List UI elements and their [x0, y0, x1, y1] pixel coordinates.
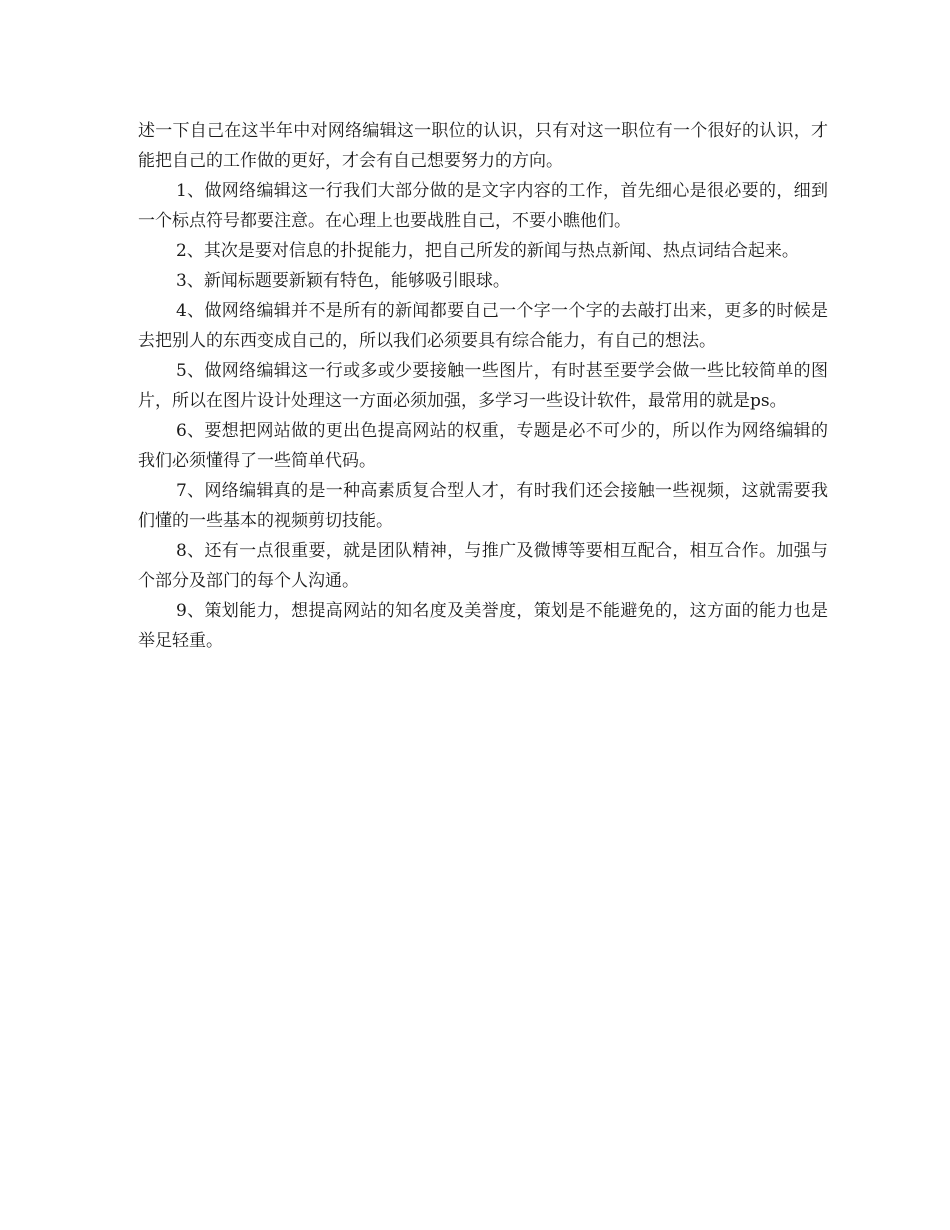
paragraph-intro: 述一下自己在这半年中对网络编辑这一职位的认识，只有对这一职位有一个很好的认识，才能把自己的工作做的更好，才会有自己想要努力的方向。: [138, 121, 828, 171]
paragraph-item-2: 2、其次是要对信息的扑捉能力，把自己所发的新闻与热点新闻、热点词结合起来。: [176, 241, 799, 261]
paragraph-item-9: 9、策划能力，想提高网站的知名度及美誉度，策划是不能避免的，这方面的能力也是举足轻重。: [138, 601, 828, 651]
paragraph-item-6: 6、要想把网站做的更出色提高网站的权重，专题是必不可少的，所以作为网络编辑的我们必须懂得了一些简单代码。: [138, 421, 828, 471]
paragraph-item-8: 8、还有一点很重要，就是团队精神，与推广及微博等要相互配合，相互合作。加强与个部分及部门的每个人沟通。: [138, 541, 828, 591]
paragraph-item-5: 5、做网络编辑这一行或多或少要接触一些图片，有时甚至要学会做一些比较简单的图片，所以在图片设计处理这一方面必须加强，多学习一些设计软件，最常用的就是ps。: [138, 361, 828, 411]
document-body: [138, 116, 828, 656]
paragraph-item-4: 4、做网络编辑并不是所有的新闻都要自己一个字一个字的去敲打出来，更多的时候是去把别人的东西变成自己的，所以我们必须要具有综合能力，有自己的想法。: [138, 301, 828, 351]
paragraph-item-3: 3、新闻标题要新颖有特色，能够吸引眼球。: [176, 271, 510, 291]
paragraph-item-7: 7、网络编辑真的是一种高素质复合型人才，有时我们还会接触一些视频，这就需要我们懂的一些基本的视频剪切技能。: [138, 481, 828, 531]
paragraph-item-1: 1、做网络编辑这一行我们大部分做的是文字内容的工作，首先细心是很必要的，细到一个标点符号都要注意。在心理上也要战胜自己，不要小瞧他们。: [138, 181, 828, 231]
